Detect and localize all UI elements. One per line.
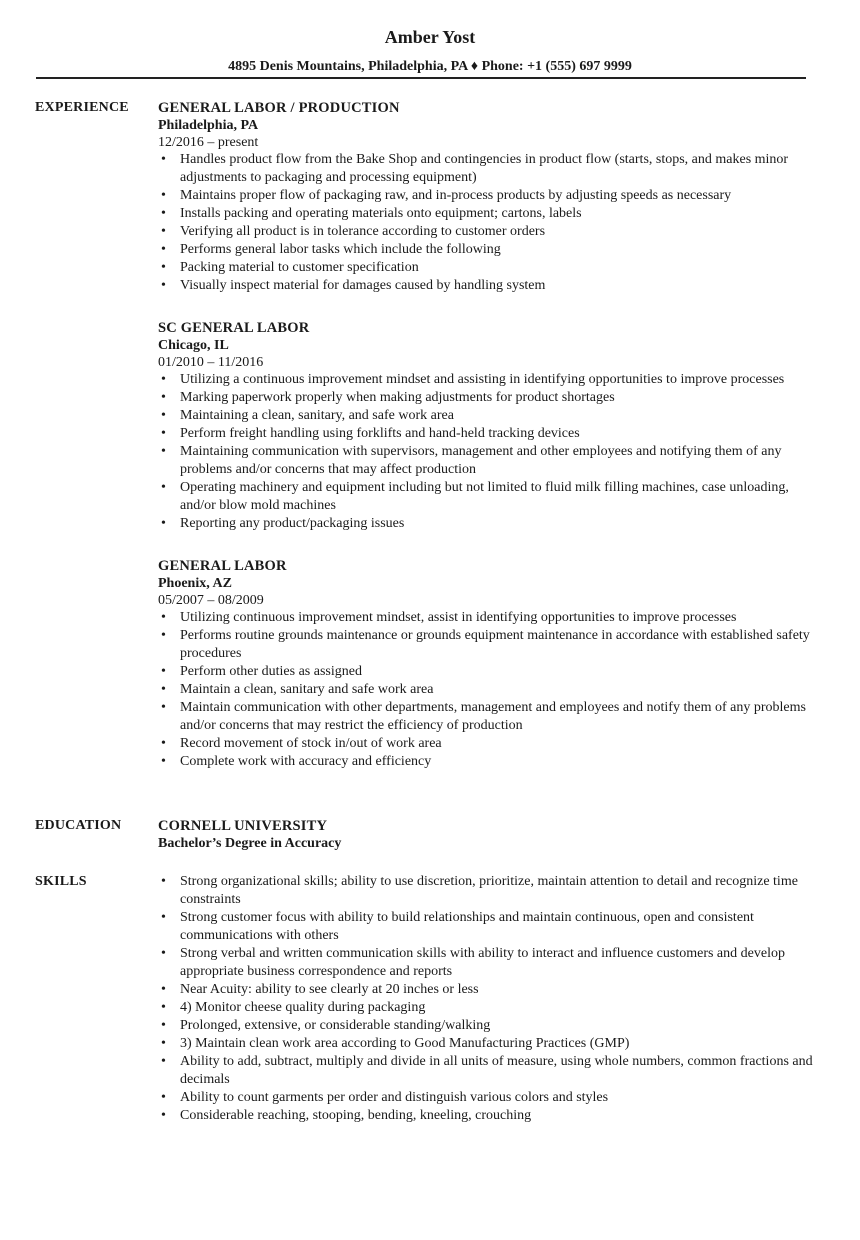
job-title: SC GENERAL LABOR [158,320,310,336]
list-item: • Strong organizational skills; ability to use discretion, prioritize, maintain attention to detail and recognize time constraints [158,873,818,909]
resume-name: Amber Yost [384,27,476,47]
list-item: • Perform freight handling using forklifts and hand-held tracking devices [158,425,818,443]
list-item: • Utilizing continuous improvement mindset, assist in identifying opportunities to improve processes [158,609,818,627]
list-item: • Maintaining a clean, sanitary, and safe work area [158,407,818,425]
list-item: • Operating machinery and equipment including but not limited to fluid milk filling machines, case unloading, and/or blow mold machines [158,479,818,515]
job-bullets [158,371,818,533]
resume-contact: 4895 Denis Mountains, Philadelphia, PA ♦ Phone: +1 (555) 697 9999 [228,59,632,74]
list-item: • 3) Maintain clean work area according to Good Manufacturing Practices (GMP) [158,1035,818,1053]
job-entry [158,557,818,771]
list-item: • Near Acuity: ability to see clearly at 20 inches or less [158,981,818,999]
list-item: • Complete work with accuracy and efficiency [158,753,818,771]
list-item: • Handles product flow from the Bake Shop and contingencies in product flow (starts, stops, and makes minor adjustments to packaging and processing equipment) [158,151,818,187]
list-item: • Maintaining communication with supervisors, management and other employees and notifying them of any problems and/or concerns that may affect production [158,443,818,479]
list-item: • 4) Monitor cheese quality during packaging [158,999,818,1017]
list-item: • Maintain a clean, sanitary and safe work area [158,681,818,699]
job-location: Chicago, IL [158,338,229,353]
list-item: • Maintain communication with other departments, management and employees and notify them of any problems and/or concerns that may restrict the efficiency of production [158,699,818,735]
job-dates: 05/2007 – 08/2009 [158,593,264,608]
job-location: Phoenix, AZ [158,576,232,591]
list-item: • Packing material to customer specification [158,259,818,277]
job-entry [158,99,818,295]
job-entry [158,319,818,533]
list-item: • Installs packing and operating materials onto equipment; cartons, labels [158,205,818,223]
list-item: • Verifying all product is in tolerance according to customer orders [158,223,818,241]
list-item: • Maintains proper flow of packaging raw, and in-process products by adjusting speeds as necessary [158,187,818,205]
list-item: • Visually inspect material for damages caused by handling system [158,277,818,295]
list-item: • Reporting any product/packaging issues [158,515,818,533]
job-dates: 01/2010 – 11/2016 [158,355,264,370]
list-item: • Perform other duties as assigned [158,663,818,681]
header-divider [36,77,806,79]
list-item: • Strong verbal and written communication skills with ability to interact and influence customers and develop appropriate business correspondence and reports [158,945,818,981]
degree: Bachelor’s Degree in Accuracy [158,836,342,851]
job-location: Philadelphia, PA [158,118,259,133]
list-item: • Prolonged, extensive, or considerable standing/walking [158,1017,818,1035]
job-bullets [158,609,818,771]
job-dates: 12/2016 – present [158,135,259,150]
job-bullets [158,151,818,295]
list-item: • Strong customer focus with ability to build relationships and maintain continuous, open and consistent communications with others [158,909,818,945]
skills-list [158,873,818,1125]
experience-label: EXPERIENCE [35,100,129,115]
list-item: • Considerable reaching, stooping, bending, kneeling, crouching [158,1107,818,1125]
job-title: GENERAL LABOR / PRODUCTION [158,100,400,116]
school-name: CORNELL UNIVERSITY [158,818,328,834]
list-item: • Performs routine grounds maintenance or grounds equipment maintenance in accordance with established safety procedures [158,627,818,663]
list-item: • Record movement of stock in/out of work area [158,735,818,753]
list-item: • Marking paperwork properly when making adjustments for product shortages [158,389,818,407]
education-label: EDUCATION [35,818,122,833]
list-item: • Utilizing a continuous improvement mindset and assisting in identifying opportunities to improve processes [158,371,818,389]
list-item: • Ability to add, subtract, multiply and divide in all units of measure, using whole numbers, common fractions and decimals [158,1053,818,1089]
job-title: GENERAL LABOR [158,558,287,574]
list-item: • Ability to count garments per order and distinguish various colors and styles [158,1089,818,1107]
list-item: • Performs general labor tasks which include the following [158,241,818,259]
skills-label: SKILLS [35,874,87,889]
